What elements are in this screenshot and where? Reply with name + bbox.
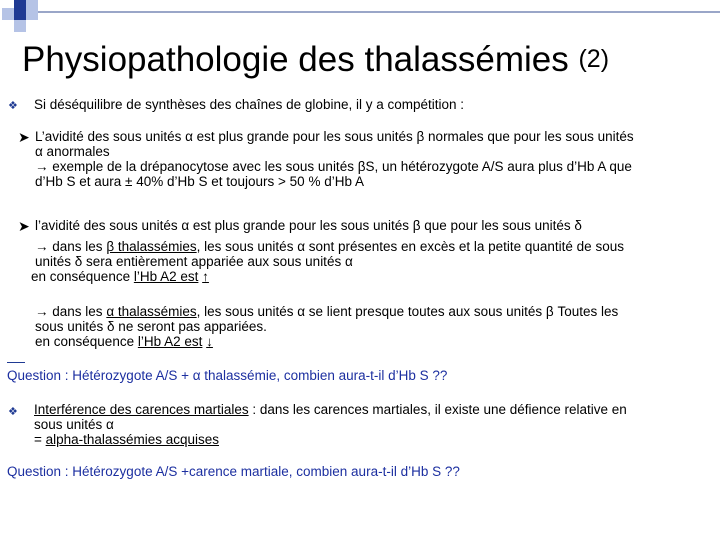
right-arrow-icon: → [35, 304, 49, 319]
p2-beta-thal-link: β thalassémies [106, 239, 197, 254]
p2-line2 [35, 240, 624, 255]
p3-hba2-label: l’Hb A2 est [137, 334, 203, 349]
p3-line2: sous unités δ ne seront pas appariées. [35, 319, 267, 334]
p1-line2: α anormales [35, 144, 110, 159]
intro-text: Si déséquilibre de synthèses des chaînes de globine, il y a compétition : [34, 97, 465, 112]
corner-square-decoration [14, 20, 26, 32]
question-2: Question : Hétérozygote A/S +carence martiale, combien aura-t-il d’Hb S ?? [7, 464, 460, 479]
p4-line1 [34, 403, 627, 418]
corner-square-decoration [14, 0, 26, 8]
p4-line3 [34, 433, 219, 448]
p4-line3-a: = [34, 432, 46, 447]
p4-line1-b: : dans les carences martiales, il existe une défience relative en [248, 402, 627, 417]
slide-title-text: Physiopathologie des thalassémies [22, 40, 569, 79]
p3-alpha-thal-link: α thalassémies [106, 304, 197, 319]
p1-line3-text: exemple de la drépanocytose avec les sous unités βS, un hétérozygote A/S aura plus d’Hb A que [52, 159, 632, 174]
p2-line3: unités δ sera entièrement appariée aux sous unités α [35, 254, 353, 269]
p2-line2-c: , les sous unités α sont présentes en excès et la petite quantité de sous [196, 239, 624, 254]
up-arrow-icon: ↑ [202, 269, 209, 284]
corner-square-decoration [26, 0, 38, 8]
divider [7, 362, 25, 363]
p4-iron-deficiency-label: Interférence des carences martiales [34, 402, 249, 417]
p3-line3-a: en conséquence [35, 334, 135, 349]
corner-square-decoration [14, 8, 26, 20]
p1-line4: d’Hb S et aura ± 40% d’Hb S et toujours > 50 % d’Hb A [35, 174, 364, 189]
p2-line1: l’avidité des sous unités α est plus grande pour les sous unités β que pour les sous unités δ [35, 218, 582, 233]
p2-line4-a: en conséquence [31, 269, 131, 284]
right-arrow-icon: → [35, 239, 49, 254]
p4-acquired-alpha-thal: alpha-thalassémies acquises [45, 432, 219, 447]
arrowhead-bullet-icon: ➤ [18, 218, 30, 234]
down-arrow-icon: ↓ [206, 334, 213, 349]
p4-line2: sous unités α [34, 417, 114, 432]
p3-line1-c: , les sous unités α se lient presque toutes aux sous unités β Toutes les [196, 304, 619, 319]
slide-title-number: (2) [578, 45, 610, 73]
p2-hba2-label: l’Hb A2 est [133, 269, 199, 284]
p1-line3 [35, 160, 632, 175]
p2-line2-a: dans les [52, 239, 103, 254]
p3-line1 [35, 305, 618, 320]
diamond-bullet-icon: ❖ [8, 406, 18, 418]
question-1: Question : Hétérozygote A/S + α thalassémie, combien aura-t-il d’Hb S ?? [7, 368, 448, 383]
right-arrow-icon: → [35, 159, 49, 174]
diamond-bullet-icon: ❖ [8, 100, 18, 112]
corner-square-decoration [26, 8, 38, 20]
p3-line1-a: dans les [52, 304, 103, 319]
title-rule [38, 11, 720, 13]
p2-line4 [31, 270, 209, 285]
p1-line1: L’avidité des sous unités α est plus grande pour les sous unités β normales que pour les sous unités [35, 129, 634, 144]
arrowhead-bullet-icon: ➤ [18, 129, 30, 145]
corner-square-decoration [2, 8, 14, 20]
p3-line3 [35, 335, 213, 350]
slide-title [22, 40, 609, 80]
